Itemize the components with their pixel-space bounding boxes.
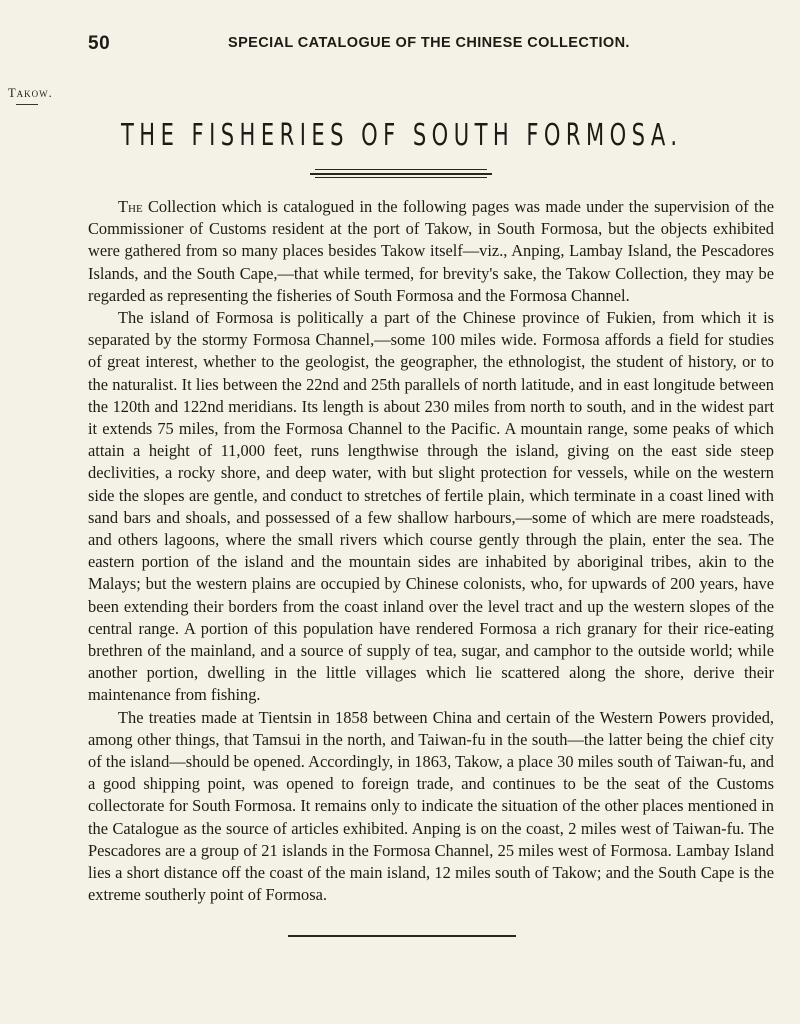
paragraph-1-lead: The <box>118 197 143 216</box>
paragraph-2: The island of Formosa is politically a part of the Chinese province of Fukien, from which it is separated by the stormy Formosa Channel,—some 100 miles wide. Formosa affords a field for studies of great interest, whether to the geologist, the geographer, the ethnologist, the student of history, or to the naturalist. It lies between the 22nd and 25th parallels of north latitude, and in east longitude between the 120th and 122nd meridians. Its length is about 230 miles from north to south, and in the widest part it extends 75 miles, from the Formosa Channel to the Pacific. A mountain range, some peaks of which attain a height of 11,000 feet, runs lengthwise through the island, giving on the east side steep declivities, a rocky shore, and deep water, with but slight protection for vessels, while on the western side the slopes are gentle, and conduct to stretches of fertile plain, which terminate in a coast lined with sand bars and shoals, and possessed of a few shallow harbours,—some of which are mere roadsteads, and others lagoons, where the small rivers which course gently through the plain, enter the sea. The eastern portion of the island and the mountain sides are inhabited by aboriginal tribes, akin to the Malays; but the western plains are occupied by Chinese colonists, who, for upwards of 200 years, have been extending their borders from the coast inland over the level tract and up the western slopes of the central range. A portion of this population have rendered Formosa a rich granary for their rice-eating brethren of the mainland, and a source of supply of tea, sugar, and camphor to the outside world; while another portion, dwelling in the little villages which lie scattered along the shore, derive their maintenance from fishing. <box>88 308 774 705</box>
running-head: SPECIAL CATALOGUE OF THE CHINESE COLLECTION. <box>228 35 630 51</box>
page-title: THE FISHERIES OF SOUTH FORMOSA. <box>120 118 683 153</box>
article-body <box>88 196 774 907</box>
title-rule-bottom <box>315 177 487 178</box>
end-rule <box>288 935 516 937</box>
margin-note: Takow. <box>8 86 53 100</box>
page-number: 50 <box>88 33 111 54</box>
title-rule-middle <box>310 173 492 175</box>
paragraph-3: The treaties made at Tientsin in 1858 between China and certain of the Western Powers provided, among other things, that Tamsui in the north, and Taiwan-fu in the south—the latter being the chief city of the island—should be opened. Accordingly, in 1863, Takow, a place 30 miles south of Taiwan-fu, and a good shipping point, was opened to foreign trade, and continues to be the seat of the Customs collectorate for South Formosa. It remains only to indicate the situation of the other places mentioned in the Catalogue as the source of articles exhibited. Anping is on the coast, 2 miles west of Taiwan-fu. The Pescadores are a group of 21 islands in the Formosa Channel, 25 miles west of Formosa. Lambay Island lies a short distance off the coast of the main island, 12 miles south of Takow; and the South Cape is the extreme southerly point of Formosa. <box>88 707 774 905</box>
paragraph-1 <box>88 196 774 307</box>
margin-rule <box>16 104 38 105</box>
paragraph-1-text: Collection which is catalogued in the following pages was made under the supervision of the Commissioner of Customs resident at the port of Takow, in South Formosa, but the objects exhibited were gathered from so many places besides Takow itself—viz., Anping, Lambay Island, the Pescadores Islands, and the South Cape,—that while termed, for brevity's sake, the Takow Collection, they may be regarded as representing the fisheries of South Formosa and the Formosa Channel. <box>88 197 774 305</box>
title-rule-top <box>315 169 487 170</box>
